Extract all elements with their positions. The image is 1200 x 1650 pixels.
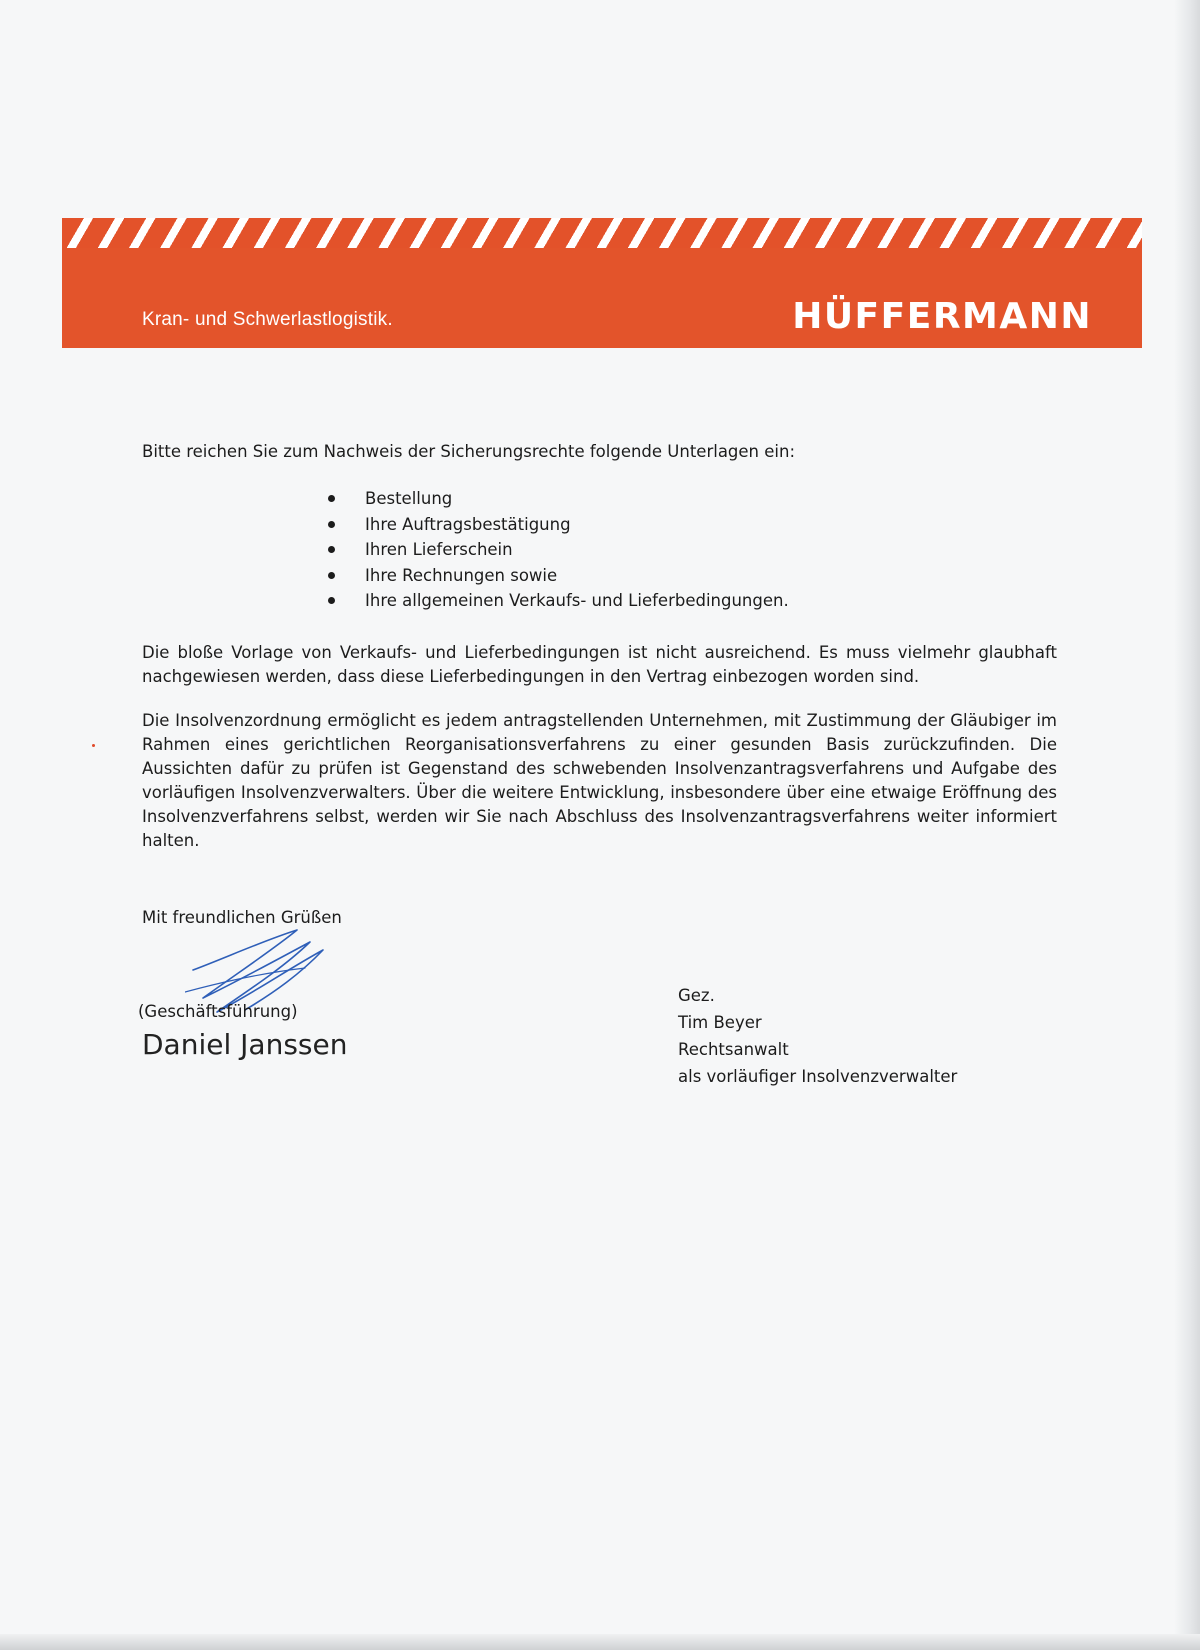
list-item: Ihre Auftragsbestätigung xyxy=(328,512,789,538)
paragraph-terms: Die bloße Vorlage von Verkaufs- und Lieferbedingungen ist nicht ausreichend. Es muss vielmehr glaubhaft nachgewiesen werden, dass diese Lieferbedingungen in den Vertrag einbezogen worden sind. xyxy=(142,643,1057,686)
bullet-icon xyxy=(328,572,335,579)
hazard-stripe-band xyxy=(62,218,1142,248)
attorney-name: Tim Beyer xyxy=(678,1013,762,1032)
company-logo-text: HÜFFERMANN xyxy=(792,296,1092,337)
signed-label: Gez. xyxy=(678,986,715,1005)
paragraph-insolvency: Die Insolvenzordnung ermöglicht es jedem antragstellenden Unternehmen, mit Zustimmung der Gläubiger im Rahmen eines gerichtlichen Reorganisationsverfahrens zu einer gesunden Basis zurückzufinden. Die Aussichten dafür zu prüfen ist Gegenstand des schwebenden Insolvenzantragsverfahrens und Aufgabe des vorläufigen Insolvenzverwalters. Über die weitere Entwicklung, insbesondere über eine etwaige Eröffnung des Insolvenzverfahrens selbst, werden wir Sie nach Abschluss des Insolvenzantragsverfahrens weiter informiert halten. xyxy=(142,711,1057,850)
scan-edge xyxy=(0,1634,1200,1650)
intro-text: Bitte reichen Sie zum Nachweis der Sicherungsrechte folgende Unterlagen ein: xyxy=(142,442,796,461)
bullet-icon xyxy=(328,521,335,528)
list-item: Ihren Lieferschein xyxy=(328,537,789,563)
closing-greeting: Mit freundlichen Grüßen xyxy=(142,908,342,927)
list-item: Bestellung xyxy=(328,486,789,512)
signer-role: (Geschäftsführung) xyxy=(138,1002,298,1021)
attorney-title: Rechtsanwalt xyxy=(678,1040,789,1059)
list-item: Ihre allgemeinen Verkaufs- und Lieferbedingungen. xyxy=(328,588,789,614)
letterhead-band xyxy=(62,248,1142,348)
scan-mark xyxy=(92,744,95,747)
letterhead xyxy=(62,218,1142,348)
list-item: Ihre Rechnungen sowie xyxy=(328,563,789,589)
company-tagline: Kran- und Schwerlastlogistik. xyxy=(142,309,393,330)
counter-signature xyxy=(678,982,957,1090)
bullet-icon xyxy=(328,597,335,604)
bullet-icon xyxy=(328,546,335,553)
bullet-icon xyxy=(328,495,335,502)
scan-edge xyxy=(1174,0,1200,1650)
signer-name: Daniel Janssen xyxy=(142,1028,348,1061)
attorney-capacity: als vorläufiger Insolvenzverwalter xyxy=(678,1067,958,1086)
document-list xyxy=(328,486,789,614)
